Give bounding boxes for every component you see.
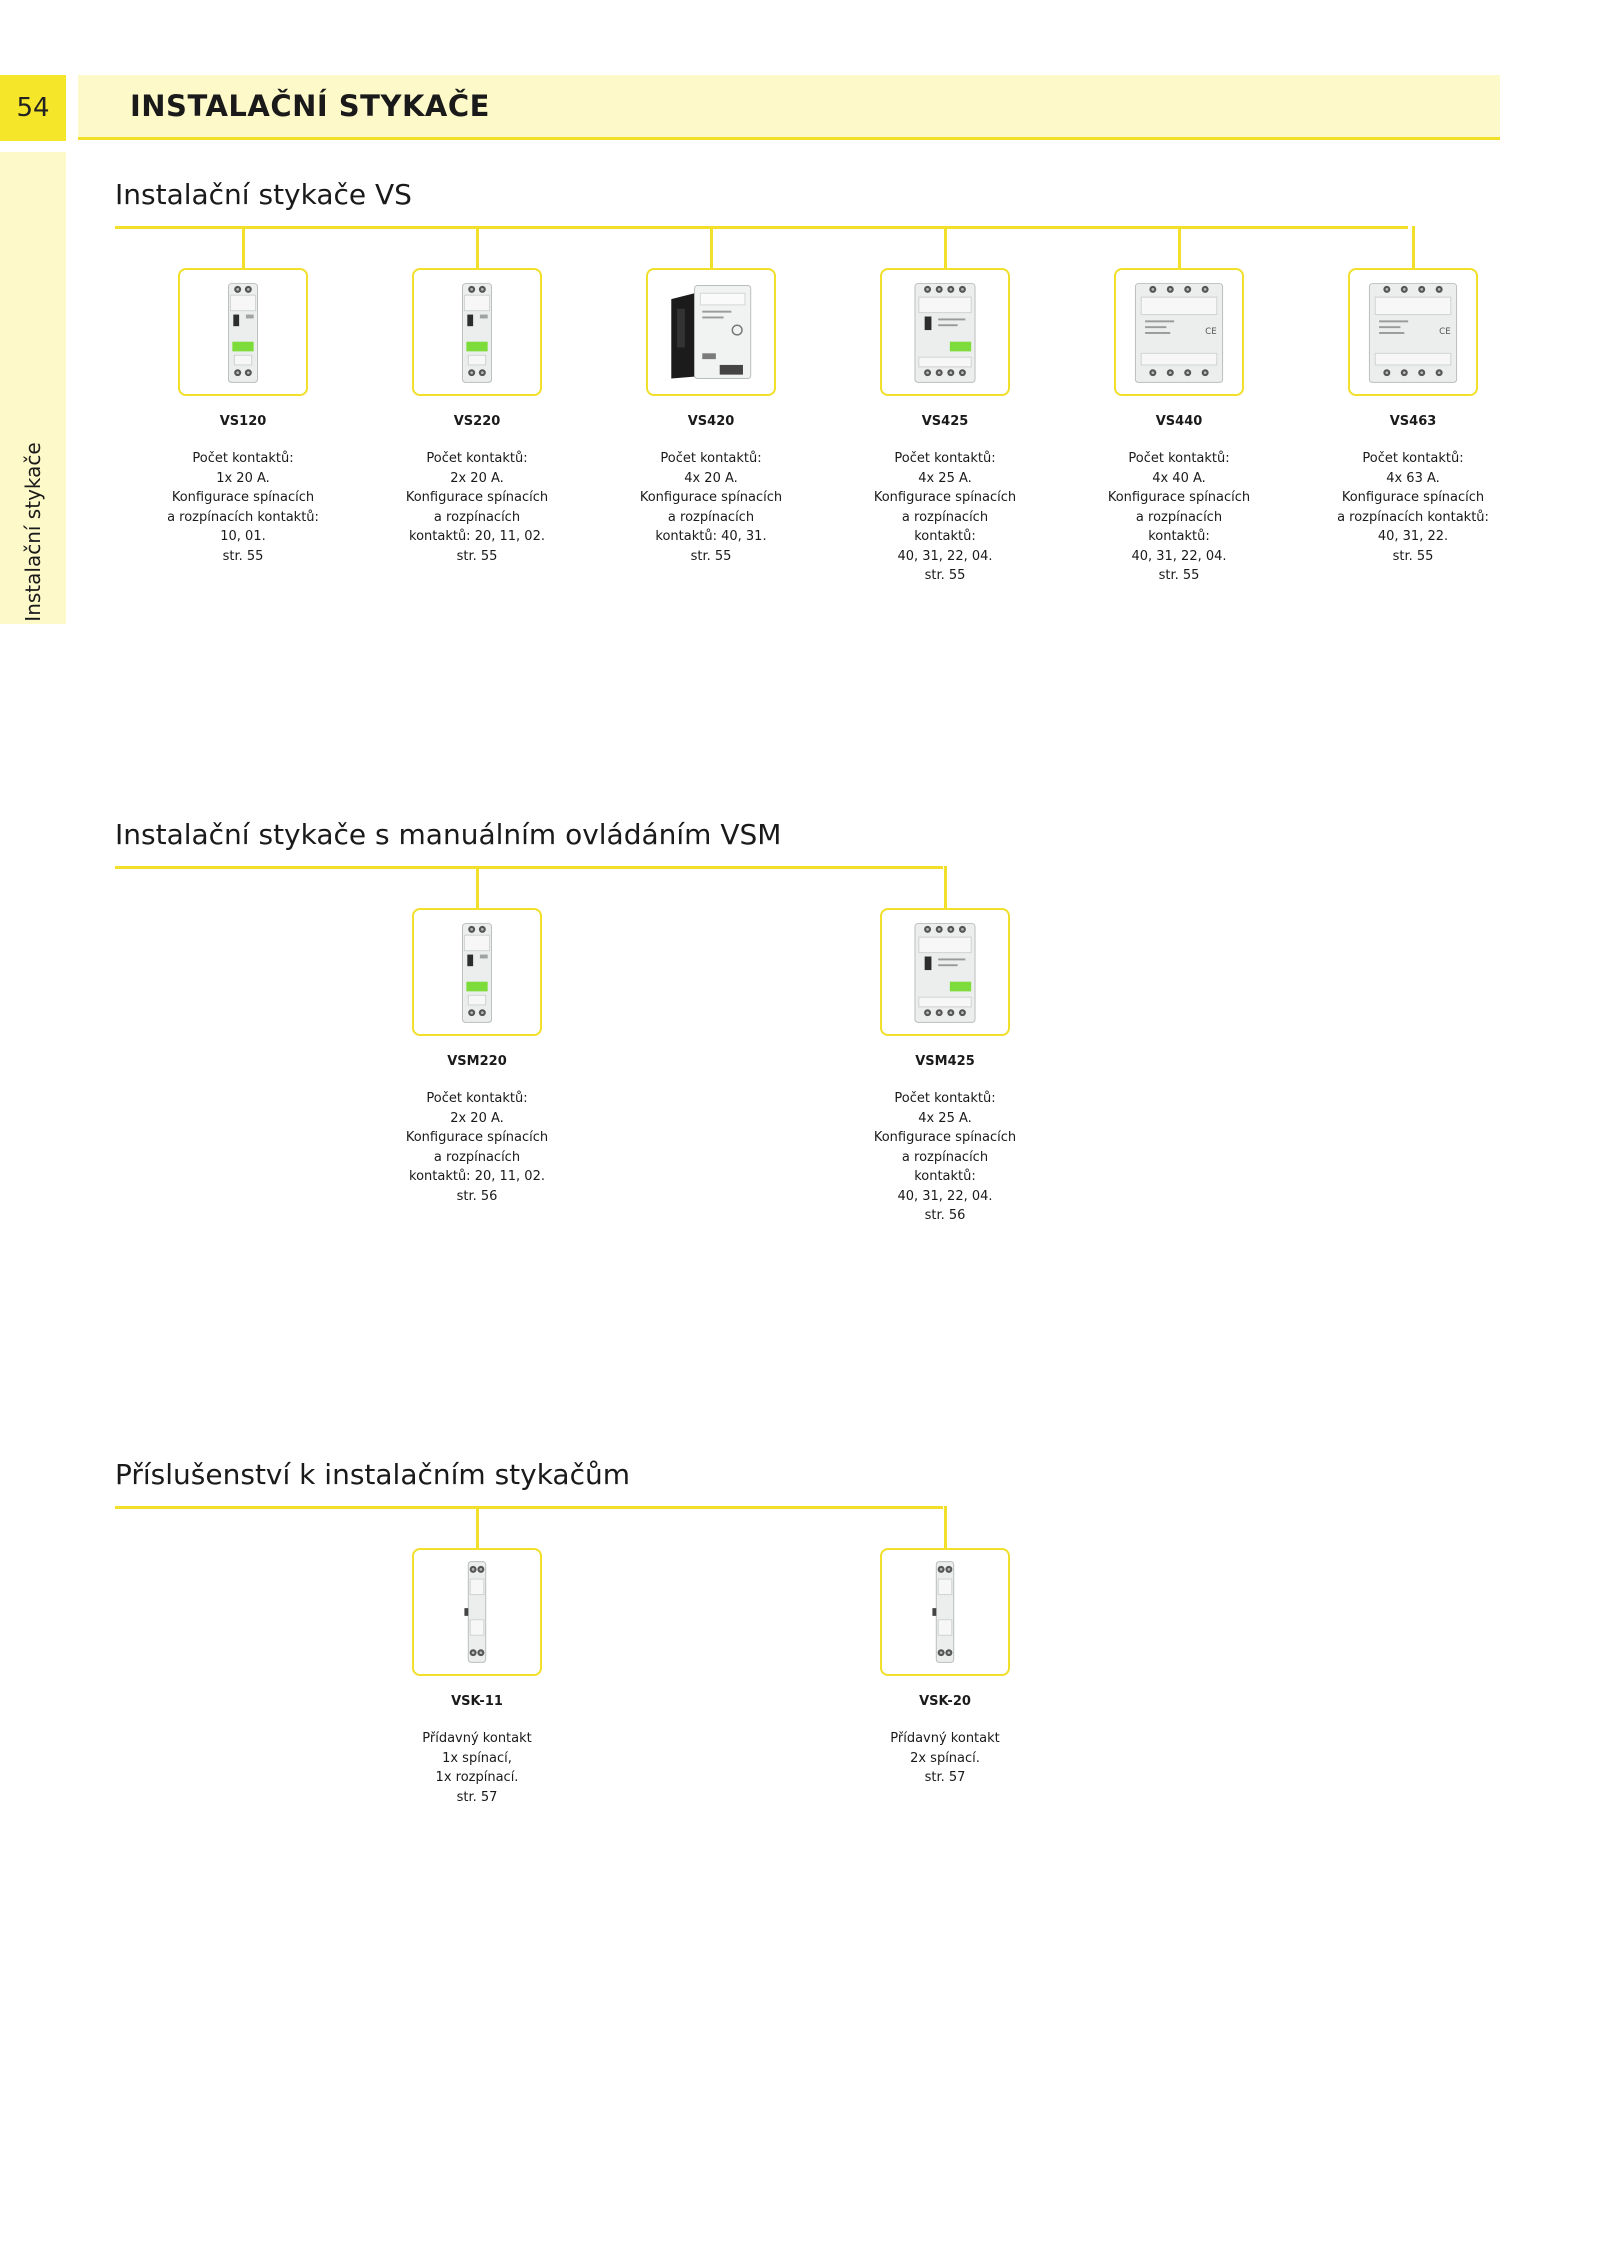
product-image-box[interactable] (880, 268, 1010, 396)
auxiliary-contact-icon (414, 1550, 540, 1674)
product-description-line: Počet kontaktů: (894, 451, 996, 466)
product-description (1094, 449, 1264, 586)
product-description-line: 1x spínací, (442, 1750, 512, 1766)
contactor-1-module-icon (414, 910, 540, 1034)
product-image-box[interactable] (412, 1548, 542, 1676)
header-band (78, 75, 1500, 140)
product-name[interactable]: VSK-11 (451, 1694, 503, 1709)
product-description-line: kontaktů: (914, 1169, 976, 1184)
product-description-line: a rozpínacích (901, 1149, 989, 1165)
product-connector-line (476, 866, 479, 908)
product-name[interactable]: VS425 (921, 414, 969, 429)
contactor-black-side-icon (648, 270, 774, 394)
product-description-line: a rozpínacích kontaktů: (1337, 509, 1489, 525)
section-connector-line (115, 866, 943, 869)
side-tab (0, 152, 66, 624)
contactor-1-module-icon (180, 270, 306, 394)
product-description-line: str. 56 (456, 1188, 498, 1204)
product-description-line: Konfigurace spínacích (1341, 490, 1485, 505)
section-connector-line (115, 226, 1408, 229)
product-description (392, 1089, 562, 1206)
product-connector-line (242, 226, 245, 268)
product-description-line: Počet kontaktů: (660, 451, 762, 466)
product-description (860, 1729, 1030, 1788)
product-connector-line (944, 1506, 947, 1548)
product-description-line: 4x 40 A. (1152, 470, 1206, 486)
product-connector-line (476, 226, 479, 268)
contactor-2-module-icon (882, 910, 1008, 1034)
product-description-line: Počet kontaktů: (1362, 451, 1464, 466)
product-description-line: str. 55 (456, 548, 498, 564)
contactor-3-module-icon (1116, 270, 1242, 394)
product-image-box[interactable] (646, 268, 776, 396)
product-description (158, 449, 328, 566)
product-connector-line (1412, 226, 1415, 268)
product-name[interactable]: VSM425 (915, 1054, 975, 1069)
auxiliary-contact-icon (882, 1550, 1008, 1674)
product-description-line: 1x rozpínací. (435, 1770, 519, 1785)
product-description-line: Konfigurace spínacích (405, 1130, 549, 1145)
product-description-line: 4x 63 A. (1386, 470, 1440, 486)
section-title: Instalační stykače VS (115, 178, 412, 211)
svg-text:CE: CE (1439, 326, 1451, 337)
product-description-line: Konfigurace spínacích (873, 1130, 1017, 1145)
product-description-line: str. 55 (924, 568, 966, 583)
product-name[interactable]: VS440 (1155, 414, 1203, 429)
product-image-box[interactable] (1114, 268, 1244, 396)
product-description-line: Přídavný kontakt (890, 1731, 1000, 1746)
product-description-line: kontaktů: 40, 31. (655, 529, 767, 544)
product-name[interactable]: VS463 (1389, 414, 1437, 429)
product-description-line: 2x 20 A. (450, 470, 504, 486)
contactor-1-module-icon (414, 270, 540, 394)
product-description-line: Konfigurace spínacích (873, 490, 1017, 505)
side-tab-label: Instalační stykače (21, 442, 45, 622)
product-description-line: 40, 31, 22, 04. (1131, 548, 1227, 564)
product-description-line: kontaktů: (1148, 529, 1210, 544)
section-title: Příslušenství k instalačním stykačům (115, 1458, 631, 1491)
svg-text:CE: CE (1205, 326, 1217, 337)
product-name[interactable]: VS120 (219, 414, 267, 429)
product-description-line: 4x 20 A. (684, 470, 738, 486)
product-description-line: Konfigurace spínacích (405, 490, 549, 505)
product-description-line: 40, 31, 22. (1377, 529, 1449, 544)
product-description-line: str. 57 (924, 1770, 966, 1785)
product-image-box[interactable] (178, 268, 308, 396)
product-description-line: Počet kontaktů: (894, 1091, 996, 1106)
contactor-3-module-icon (1350, 270, 1476, 394)
product-description (626, 449, 796, 566)
product-description-line: 10, 01. (220, 529, 266, 544)
product-description-line: str. 55 (222, 548, 264, 564)
product-description-line: 2x spínací. (910, 1750, 980, 1766)
product-description-line: 2x 20 A. (450, 1110, 504, 1126)
product-description-line: Počet kontaktů: (426, 451, 528, 466)
header-title: INSTALAČNÍ STYKAČE (130, 89, 490, 123)
product-description (392, 449, 562, 566)
product-name[interactable]: VS420 (687, 414, 735, 429)
contactor-2-module-icon (882, 270, 1008, 394)
product-description-line: Počet kontaktů: (1128, 451, 1230, 466)
product-connector-line (710, 226, 713, 268)
product-description (860, 449, 1030, 586)
product-description-line: a rozpínacích (433, 509, 521, 525)
product-description-line: 40, 31, 22, 04. (897, 548, 993, 564)
product-description-line: a rozpínacích (433, 1149, 521, 1165)
product-description-line: a rozpínacích (901, 509, 989, 525)
product-connector-line (944, 226, 947, 268)
product-description-line: a rozpínacích kontaktů: (167, 509, 319, 525)
product-description-line: kontaktů: 20, 11, 02. (409, 529, 545, 544)
product-description-line: str. 55 (690, 548, 732, 564)
product-description-line: str. 56 (924, 1208, 966, 1223)
product-description-line: 4x 25 A. (918, 1110, 972, 1126)
product-description-line: 40, 31, 22, 04. (897, 1188, 993, 1204)
product-description (392, 1729, 562, 1807)
product-description-line: a rozpínacích (667, 509, 755, 525)
product-description (1328, 449, 1498, 566)
product-description-line: 4x 25 A. (918, 470, 972, 486)
product-description-line: a rozpínacích (1135, 509, 1223, 525)
section-title: Instalační stykače s manuálním ovládáním VSM (115, 818, 782, 851)
product-image-box[interactable] (880, 1548, 1010, 1676)
product-description-line: Konfigurace spínacích (639, 490, 783, 505)
product-image-box[interactable] (412, 268, 542, 396)
product-name[interactable]: VSK-20 (919, 1694, 971, 1709)
product-description (860, 1089, 1030, 1226)
section-connector-line (115, 1506, 943, 1509)
product-description-line: kontaktů: 20, 11, 02. (409, 1169, 545, 1184)
product-description-line: Počet kontaktů: (426, 1091, 528, 1106)
product-name[interactable]: VS220 (453, 414, 501, 429)
product-image-box[interactable] (880, 908, 1010, 1036)
product-image-box[interactable] (412, 908, 542, 1036)
product-description-line: Konfigurace spínacích (1107, 490, 1251, 505)
product-description-line: Počet kontaktů: (192, 451, 294, 466)
product-description-line: str. 55 (1392, 548, 1434, 564)
product-connector-line (1178, 226, 1181, 268)
product-description-line: Konfigurace spínacích (171, 490, 315, 505)
product-connector-line (944, 866, 947, 908)
product-name[interactable]: VSM220 (447, 1054, 507, 1069)
product-description-line: kontaktů: (914, 529, 976, 544)
product-description-line: Přídavný kontakt (422, 1731, 532, 1746)
product-description-line: str. 57 (456, 1789, 498, 1805)
product-image-box[interactable] (1348, 268, 1478, 396)
product-description-line: 1x 20 A. (216, 470, 270, 486)
product-description-line: str. 55 (1158, 568, 1200, 583)
page-number: 54 (0, 75, 66, 141)
product-connector-line (476, 1506, 479, 1548)
